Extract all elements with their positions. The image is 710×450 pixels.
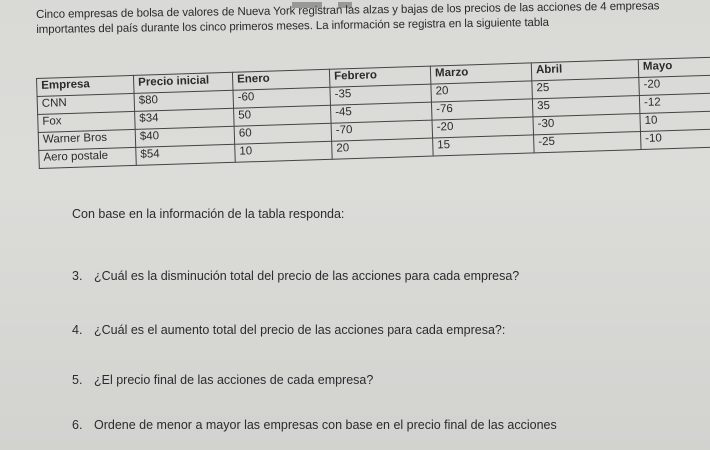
intro-line-2: importantes del país durante los cinco primeros meses. La información se registra en la siguiente tabla: [36, 16, 549, 36]
question-text: Ordene de menor a mayor las empresas con base en el precio final de las acciones: [94, 418, 557, 432]
question-number: 3.: [72, 269, 83, 283]
price-cell: $40: [135, 126, 235, 147]
price-cell: $80: [134, 90, 234, 111]
instruction-label: Con base en la información de la tabla responda:: [72, 207, 345, 221]
value-cell: 10: [640, 110, 710, 131]
value-cell: -12: [639, 92, 710, 113]
value-cell: -35: [330, 84, 432, 105]
value-cell: 15: [433, 135, 535, 156]
value-cell: -20: [432, 117, 534, 138]
company-cell: Aero postale: [39, 147, 137, 168]
header-cell: Precio inicial: [133, 72, 233, 93]
company-cell: Fox: [38, 111, 136, 132]
header-cell: Marzo: [430, 63, 532, 84]
value-cell: 25: [532, 78, 640, 99]
header-cell: Empresa: [37, 75, 135, 96]
value-cell: -70: [331, 120, 433, 141]
question-4: [72, 322, 505, 338]
value-cell: -76: [431, 99, 533, 120]
value-cell: 50: [234, 105, 332, 126]
value-cell: 10: [235, 141, 333, 162]
question-number: 6.: [72, 418, 83, 432]
question-3: [72, 268, 519, 284]
header-cell: Enero: [232, 69, 330, 90]
value-cell: -20: [639, 74, 710, 95]
intro-paragraph: [36, 0, 706, 38]
value-cell: 20: [332, 138, 434, 159]
stock-table-wrapper: [36, 57, 709, 194]
value-cell: -25: [534, 132, 642, 153]
value-cell: -10: [640, 128, 710, 149]
price-cell: $34: [135, 108, 235, 129]
header-cell: Abril: [531, 60, 639, 81]
value-cell: -45: [331, 102, 433, 123]
question-text: ¿Cuál es la disminución total del precio de las acciones para cada empresa?: [94, 269, 520, 283]
question-number: 4.: [72, 323, 83, 337]
stock-price-table: [36, 56, 710, 169]
question-number: 5.: [72, 373, 83, 387]
question-text: ¿Cuál es el aumento total del precio de las acciones para cada empresa?:: [94, 323, 506, 337]
value-cell: 35: [532, 96, 640, 117]
question-5: [72, 372, 373, 388]
company-cell: Warner Bros: [38, 129, 136, 150]
instruction-text: [72, 206, 344, 222]
intro-line-1: Cinco empresas de bolsa de valores de Nueva York registran las alzas y bajas de los precios de las acciones de 4 empresas: [36, 0, 660, 21]
value-cell: 20: [431, 81, 533, 102]
header-cell: Mayo: [638, 56, 710, 77]
value-cell: -30: [533, 114, 641, 135]
value-cell: -60: [233, 87, 331, 108]
price-cell: $54: [136, 144, 236, 165]
company-cell: CNN: [37, 93, 135, 114]
value-cell: 60: [234, 123, 332, 144]
question-6: [72, 417, 557, 433]
question-text: ¿El precio final de las acciones de cada empresa?: [94, 373, 374, 387]
header-cell: Febrero: [329, 66, 431, 87]
